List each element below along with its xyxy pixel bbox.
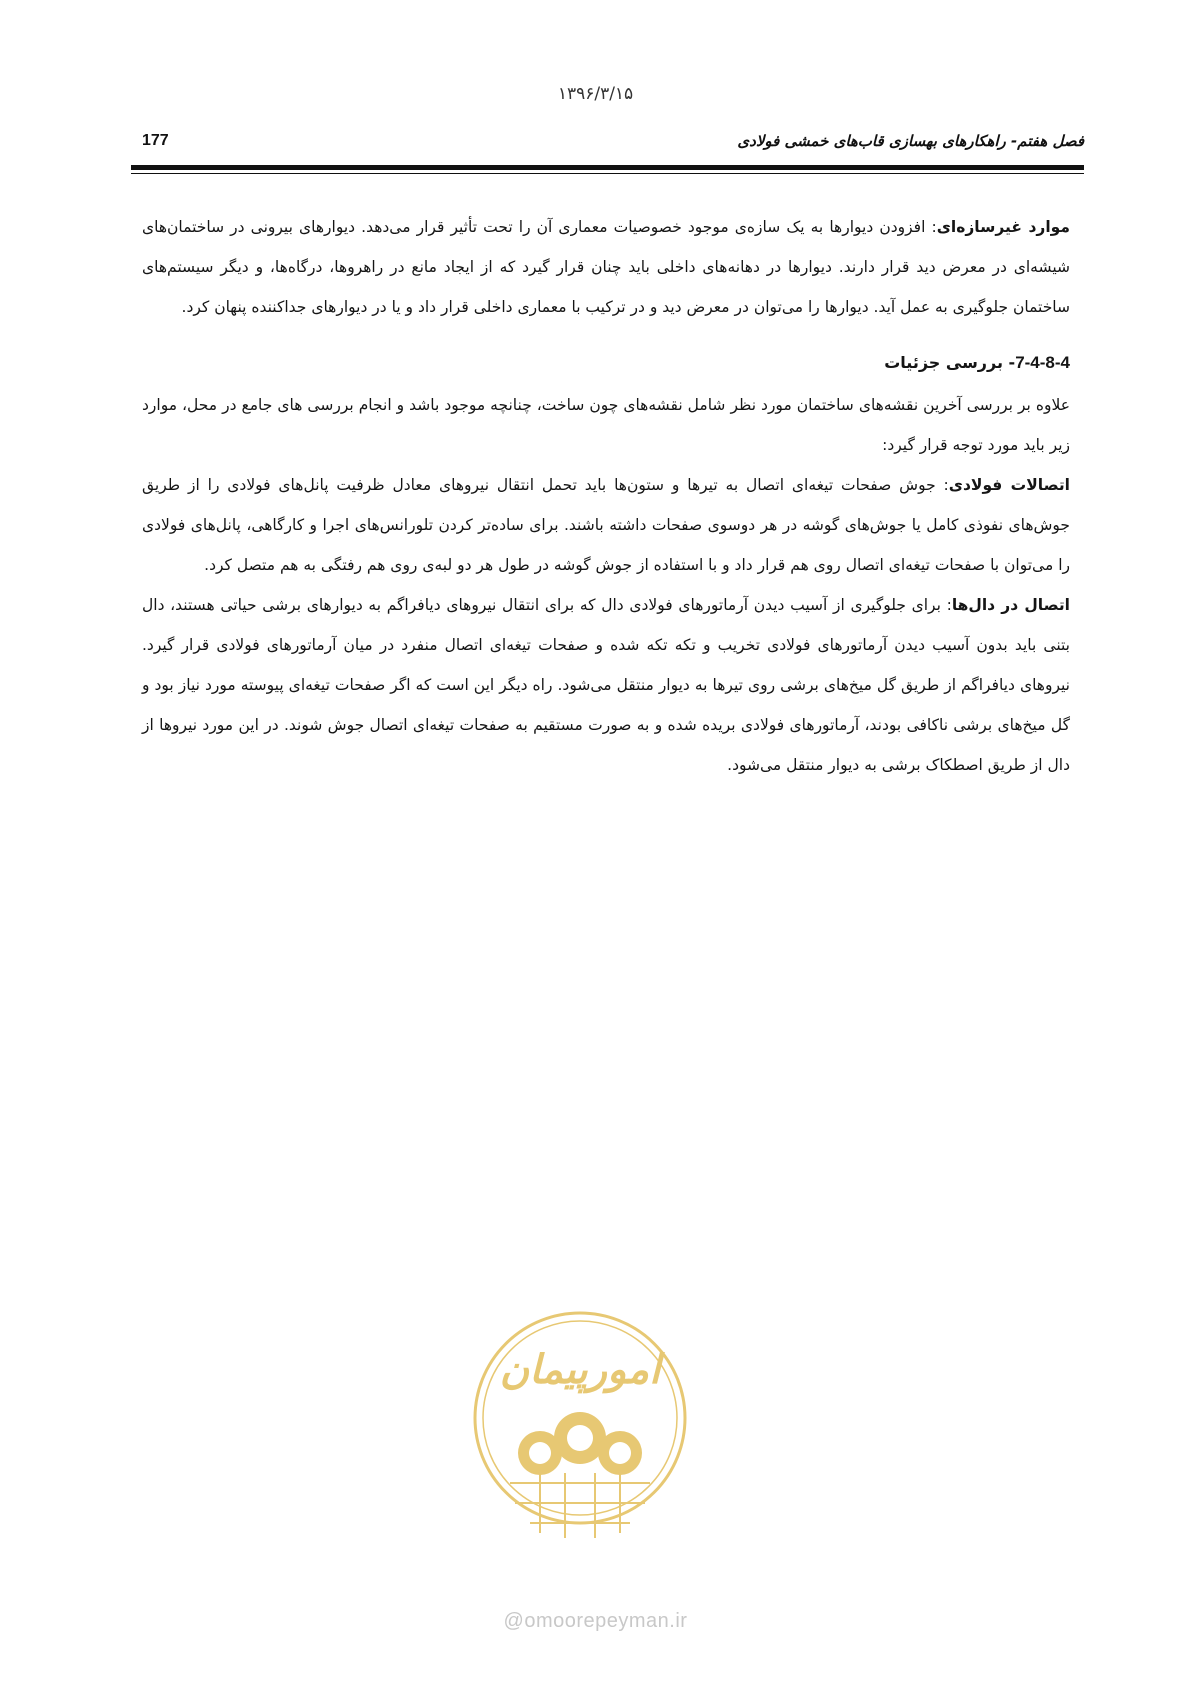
paragraph-term: اتصالات فولادی [948,476,1070,494]
page-number: 177 [142,132,169,149]
paragraph-term: اتصال در دال‌ها [951,596,1070,614]
paragraph-slab-connections [142,585,1070,785]
paragraph-steel-connections [142,465,1070,585]
date-stamp: ۱۳۹۶/۳/۱۵ [557,84,634,104]
paragraph-text: : برای جلوگیری از آسیب دیدن آرماتورهای فولادی دال که برای انتقال نیروهای دیافراگم به دیوارهای برشی حیاتی هستند، دال بتنی باید بدون آسیب دیدن آرماتورهای فولادی تخریب و تکه تکه شده و صفحات تیغه‌ای اتصال منفرد در میان آرماتورهای فولادی قرار گیرد. نیروهای دیافراگم از طریق گل میخ‌های برشی روی تیرها به دیوار منتقل می‌شود. راه دیگر این است که اگر صفحات تیغه‌ای پیوسته مورد نیاز بود و گل میخ‌های برشی ناکافی بودند، آرماتورهای فولادی بریده شده و به صورت مستقیم به صفحات تیغه‌ای اتصال جوش شوند. در این مورد نیروها از دال از طریق اصطکاک برشی به دیوار منتقل می‌شود. [142,596,1070,774]
paragraph-text: : جوش صفحات تیغه‌ای اتصال به تیرها و ستون‌ها باید تحمل انتقال نیروهای معادل ظرفیت پانل‌های فولادی را از طریق جوش‌های نفوذی کامل یا جوش‌های گوشه در هر دوسوی صفحات داشته باشند. برای ساده‌تر کردن تلورانس‌های اجرا و کارگاهی، پانل‌های فولادی را می‌توان با صفحات تیغه‌ای اتصال روی هم قرار داد و با استفاده از جوش گوشه در طول هر دو لبه‌ی روی هم رفتگی به هم متصل کرد. [142,476,1070,574]
section-number: 7-4-8-4 [1015,353,1070,372]
paragraph-non-structural [142,207,1070,327]
header-divider-thin [131,173,1084,174]
page-body [142,207,1070,785]
chapter-title: فصل هفتم- راهکارهای بهسازی قاب‌های خمشی فولادی [737,132,1084,150]
paragraph-text: علاوه بر بررسی آخرین نقشه‌های ساختمان مورد نظر شامل نقشه‌های چون ساخت، چنانچه موجود باشد و انجام بررسی های جامع در محل، موارد زیر باید مورد توجه قرار گیرد: [142,396,1070,454]
paragraph-term: موارد غیرسازه‌ای [936,218,1070,236]
section-title: - بررسی جزئیات [884,353,1016,372]
watermark-logo-text: امورپیمان [499,1347,661,1393]
watermark-logo [470,1298,690,1558]
watermark-site: @omoorepeyman.ir [503,1610,688,1632]
paragraph-details-intro [142,385,1070,465]
paragraph-text: : افزودن دیوارها به یک سازه‌ی موجود خصوصیات معماری آن را تحت تأثیر قرار می‌دهد. دیوارهای بیرونی در ساختمان‌های شیشه‌ای در معرض دید قرار دارند. دیوارها در دهانه‌های داخلی باید چنان قرار گیرد که از ایجاد مانع در راهروها، درگاه‌ها، و دیگر سیستم‌های ساختمان جلوگیری به عمل آید. دیوارها را می‌توان در معرض دید و در ترکیب با معماری داخلی قرار داد و یا در دیوارهای جداکننده پنهان کرد. [142,218,1070,316]
header-divider [131,165,1084,170]
section-heading [142,341,1070,385]
